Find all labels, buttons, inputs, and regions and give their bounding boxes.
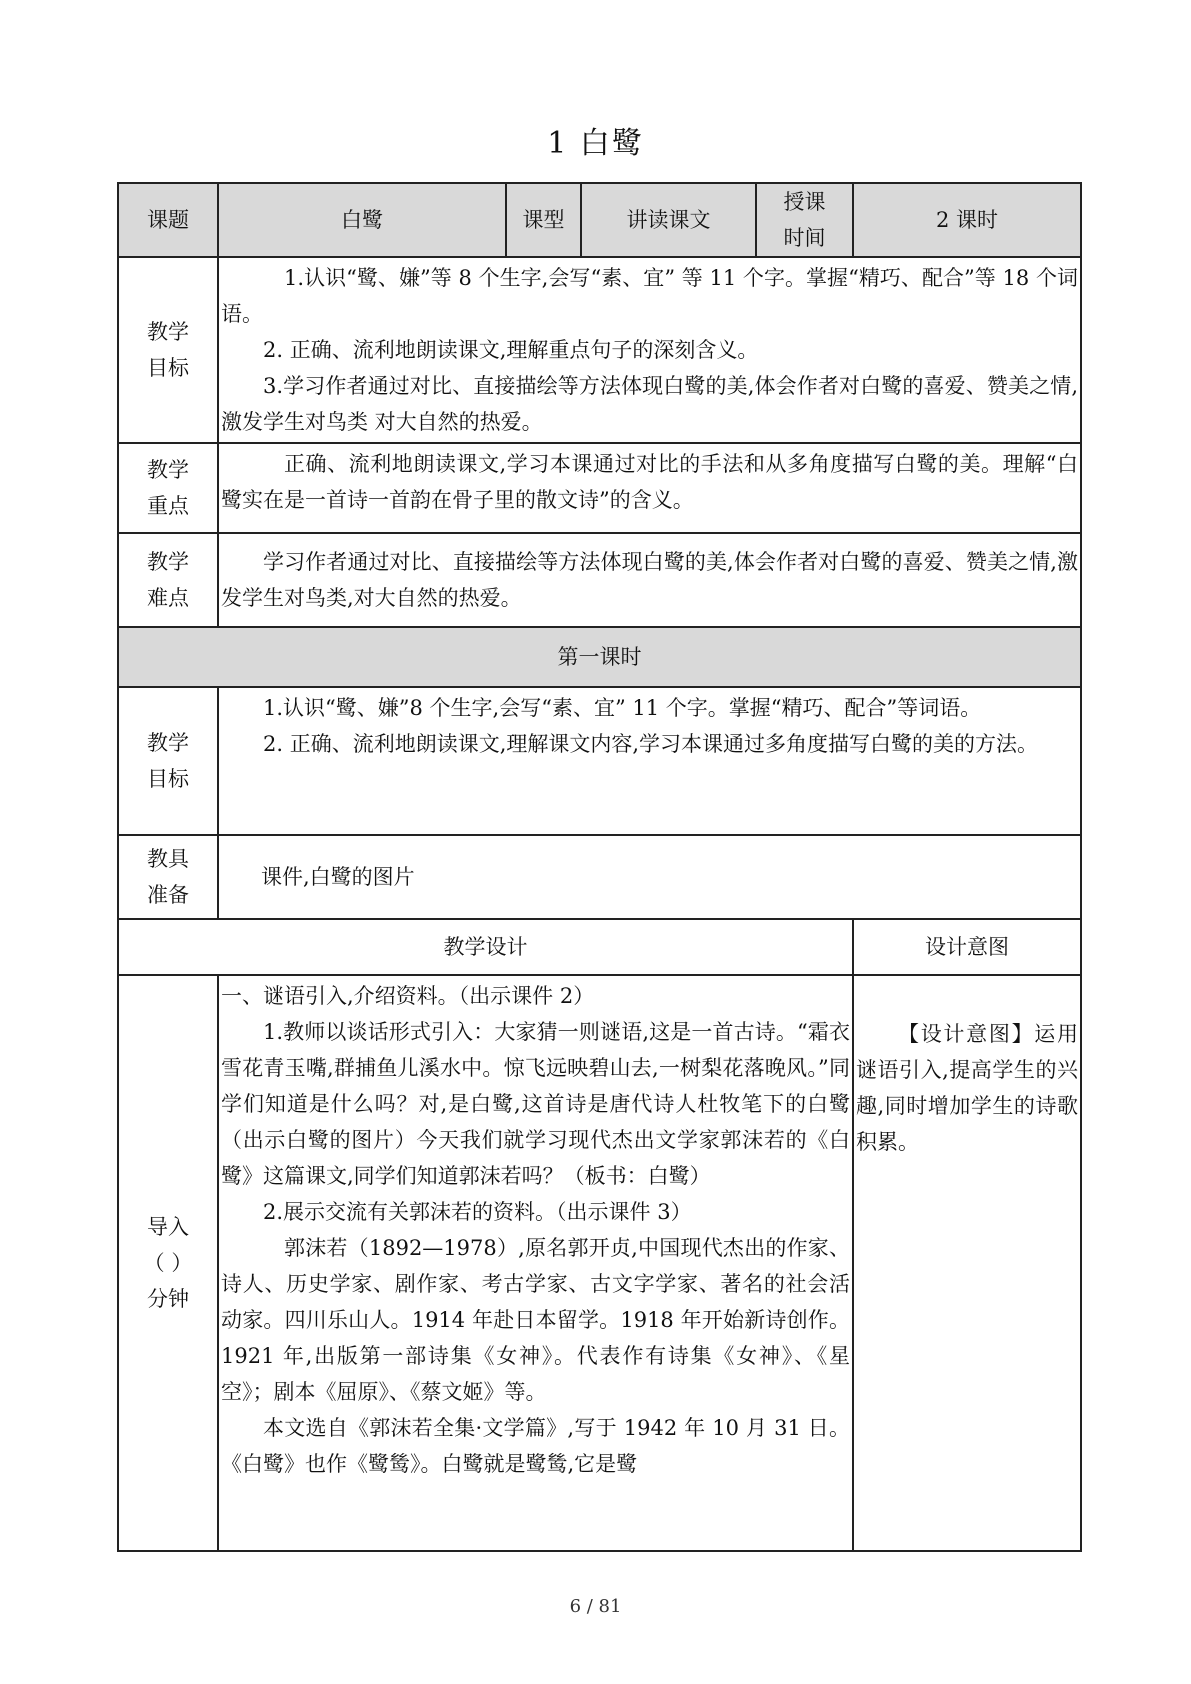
intro-section-label [118,975,218,1551]
difficulty-label [118,533,218,627]
goals-content [218,257,1081,443]
tools-label [118,835,218,919]
topic-value: 白鹭 [218,183,506,257]
goals-label-line1: 教学 [147,320,189,344]
lesson1-goals-label-line2: 目标 [147,767,189,791]
tools-content [218,835,1081,919]
intro-label-line1: 导入 [147,1215,189,1239]
design-paragraph-4: 郭沫若（1892—1978）,原名郭开贞,中国现代杰出的作家、诗人、历史学家、剧作家、考古学家、古文字学家、著名的社会活动家。四川乐山人。1914 年赴日本留学。1918 年开始新诗创作。1921 年,出版第一部诗集《女神》。代表作有诗集《女神》、《星空》；剧本《屈原》、《蔡文姬》等。 [221,1236,850,1404]
intro-label-line2: （ ） [143,1251,193,1275]
difficulty-text: 学习作者通过对比、直接描绘等方法体现白鹭的美,体会作者对白鹭的喜爱、赞美之情,激发学生对鸟类,对大自然的热爱。 [221,550,1078,610]
goal-item-3: 3.学习作者通过对比、直接描绘等方法体现白鹭的美,体会作者对白鹭的喜爱、赞美之情,激发学生对鸟类 对大自然的热爱。 [221,374,1078,434]
difficulty-label-line2: 难点 [147,586,189,610]
lesson1-heading: 第一课时 [118,627,1081,687]
time-label-line1: 授课 [783,190,826,214]
goals-row [118,257,1081,443]
time-label [756,183,853,257]
type-value: 讲读课文 [581,183,756,257]
goal-item-1: 1.认识“鹭、嫌”等 8 个生字,会写“素、宜” 等 11 个字。掌握“精巧、配合”等 18 个词语。 [221,266,1078,326]
lesson-plan-table [117,182,1082,1552]
design-column-header: 教学设计 [118,919,853,975]
goals-label-line2: 目标 [147,356,189,380]
focus-label [118,443,218,533]
tools-label-line1: 教具 [147,847,189,871]
design-header-row [118,919,1081,975]
goal-item-2: 2. 正确、流利地朗读课文,理解重点句子的深刻含义。 [263,338,759,362]
design-content [218,975,853,1551]
time-label-line2: 时间 [783,226,826,250]
page-number: 6 / 81 [569,1596,622,1617]
difficulty-label-line1: 教学 [147,550,189,574]
design-body-row [118,975,1081,1551]
header-row [118,183,1081,257]
lesson1-heading-row [118,627,1081,687]
focus-text: 正确、流利地朗读课文,学习本课通过对比的手法和从多角度描写白鹭的美。理解“白鹭实在是一首诗一首韵在骨子里的散文诗”的含义。 [221,452,1078,512]
intent-column-header: 设计意图 [853,919,1081,975]
lesson1-goals-label-line1: 教学 [147,731,189,755]
design-paragraph-3: 2.展示交流有关郭沫若的资料。（出示课件 3） [263,1200,692,1224]
focus-row [118,443,1081,533]
lesson1-goal-1: 1.认识“鹭、嫌”8 个生字,会写“素、宜” 11 个字。掌握“精巧、配合”等词语。 [263,696,982,720]
lesson1-goals-content [218,687,1081,835]
lesson1-goals-row [118,687,1081,835]
design-intent-content [853,975,1081,1551]
focus-content [218,443,1081,533]
type-label: 课型 [506,183,581,257]
tools-label-line2: 准备 [147,883,189,907]
difficulty-row [118,533,1081,627]
lesson1-goal-2: 2. 正确、流利地朗读课文,理解课文内容,学习本课通过多角度描写白鹭的美的方法。 [263,732,1039,756]
design-paragraph-5: 本文选自《郭沫若全集·文学篇》,写于 1942 年 10 月 31 日。《白鹭》也作《鹭鸶》。白鹭就是鹭鸶,它是鹭 [221,1416,850,1476]
difficulty-content [218,533,1081,627]
focus-label-line2: 重点 [147,494,189,518]
lesson1-goals-label [118,687,218,835]
intro-label-line3: 分钟 [147,1287,189,1311]
focus-label-line1: 教学 [147,458,189,482]
design-paragraph-1: 一、谜语引入,介绍资料。（出示课件 2） [221,984,595,1008]
tools-text: 课件,白鹭的图片 [261,865,415,889]
page-title: 1 白鹭 [547,126,644,161]
time-value: 2 课时 [853,183,1081,257]
topic-label: 课题 [118,183,218,257]
tools-row [118,835,1081,919]
design-intent-text: 【设计意图】运用谜语引入,提高学生的兴趣,同时增加学生的诗歌积累。 [856,1022,1078,1154]
design-paragraph-2: 1.教师以谈话形式引入：大家猜一则谜语,这是一首古诗。“霜衣雪花青玉嘴,群捕鱼儿溪水中。惊飞远映碧山去,一树梨花落晚风。”同学们知道是什么吗？对,是白鹭,这首诗是唐代诗人杜牧笔下的白鹭（出示白鹭的图片）今天我们就学习现代杰出文学家郭沫若的《白鹭》这篇课文,同学们知道郭沫若吗？（板书：白鹭） [221,1020,850,1188]
goals-label [118,257,218,443]
